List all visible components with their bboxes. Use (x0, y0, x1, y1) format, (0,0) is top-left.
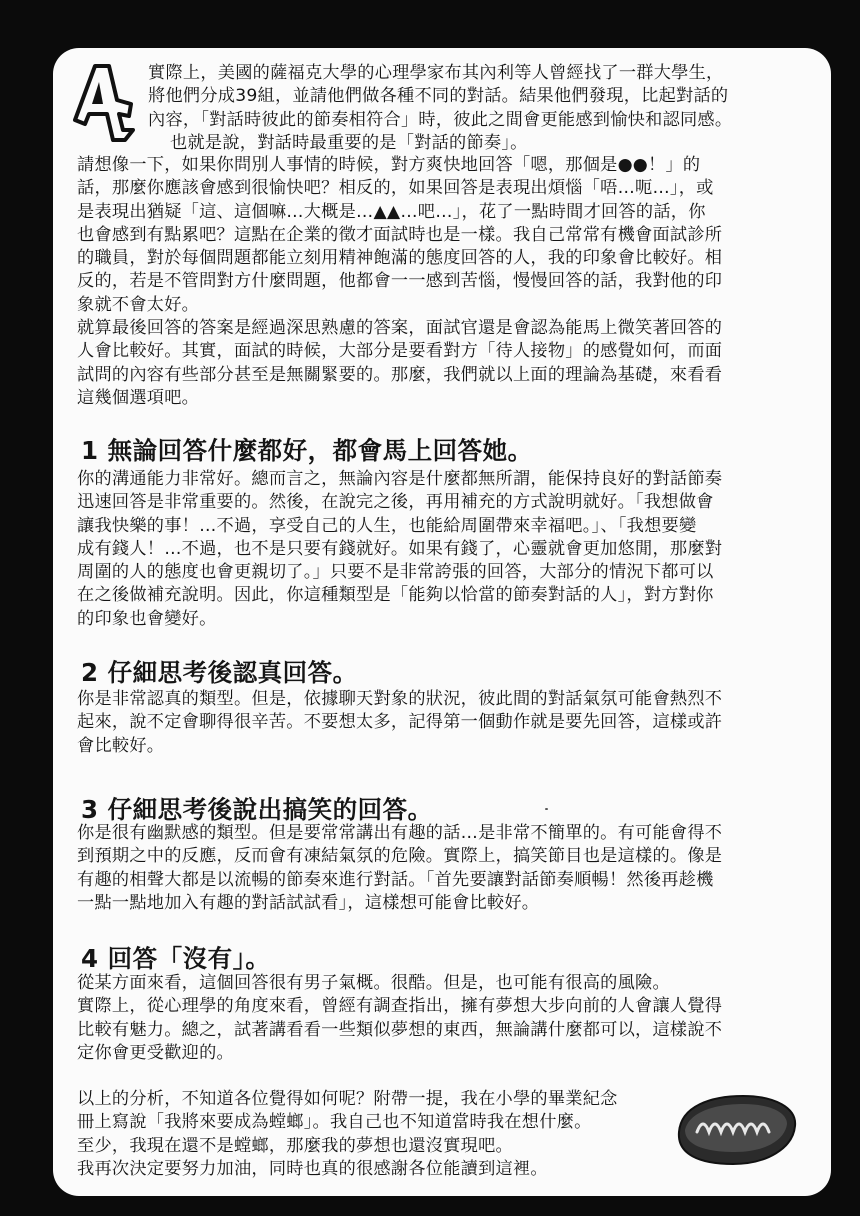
answer-a-logo-icon (61, 56, 145, 142)
intro-line: 將他們分成39組，並請他們做各種不同的對話。結果他們發現，比起對話的 (148, 86, 729, 107)
body-line: 比較有魅力。總之，試著講看看一些類似夢想的東西，無論講什麼都可以，這樣說不 (77, 1019, 723, 1040)
body-line: 象就不會太好。 (77, 294, 200, 315)
body-line: 在之後做補充說明。因此，你這種類型是「能夠以恰當的節奏對話的人」，對方對你 (77, 585, 714, 606)
body-line: 就算最後回答的答案是經過深思熟慮的答案，面試官還是會認為能馬上微笑著回答的 (77, 318, 723, 338)
option-3-body (77, 822, 722, 915)
option-1-body (77, 468, 722, 631)
option-3-heading: 3 仔細思考後說出搞笑的回答。 (81, 795, 433, 824)
body-line: 定你會更受歡迎的。 (77, 1042, 234, 1063)
intro-line: 實際上，美國的薩福克大學的心理學家布其內利等人曾經找了一群大學生， (148, 63, 724, 83)
body-line: 反的，若是不管問對方什麼問題，他都會一一感到苦惱，慢慢回答的話，我對他的印 (77, 271, 723, 292)
body-line: 一點一點地加入有趣的對話試試看」，這樣想可能會比較好。 (77, 892, 540, 913)
body-line: 話，那麼你應該會感到很愉快吧？相反的，如果回答是表現出煩惱「唔…呃…」，或 (77, 178, 714, 199)
paragraph-imagine (77, 154, 722, 317)
body-line: 的職員，對於每個問題都能立刻用精神飽滿的態度回答的人，我的印象會比較好。相 (77, 248, 723, 269)
body-line: 冊上寫說「我將來要成為螳螂」。我自己也不知道當時我在想什麼。 (77, 1112, 592, 1133)
option-4-body (77, 972, 722, 1065)
body-line: 會比較好。 (77, 735, 165, 756)
body-line: 請想像一下，如果你問別人事情的時候，對方爽快地回答「嗯，那個是●●！」的 (77, 155, 701, 175)
body-line: 你的溝通能力非常好。總而言之，無論內容是什麼都無所謂，能保持良好的對話節奏 (77, 469, 723, 489)
body-line: 你是非常認真的類型。但是，依據聊天對象的狀況，彼此間的對話氣氛可能會熱烈不 (77, 689, 723, 709)
intro-line: 也就是說，對話時最重要的是「對話的節奏」。 (170, 132, 528, 153)
body-line: 實際上，從心理學的角度來看，曾經有調查指出，擁有夢想大步向前的人會讓人覺得 (77, 996, 723, 1017)
option-2-heading: 2 仔細思考後認真回答。 (81, 658, 358, 687)
body-line: 你是很有幽默感的類型。但是要常常講出有趣的話…是非常不簡單的。有可能會得不 (77, 823, 723, 843)
body-line: 人會比較好。其實，面試的時候，大部分是要看對方「待人接物」的感覺如何，而面 (77, 341, 723, 362)
option-4-heading: 4 回答「沒有」。 (81, 944, 271, 973)
body-line: 我再次決定要努力加油，同時也真的很感謝各位能讀到這裡。 (77, 1158, 548, 1179)
intro-paragraph (148, 62, 732, 155)
body-line: 到預期之中的反應，反而會有凍結氣氛的危險。實際上，搞笑節目也是這樣的。像是 (77, 846, 723, 867)
body-line: 也會感到有點累吧？這點在企業的徵才面試時也是一樣。我自己常常有機會面試診所 (77, 224, 723, 245)
option-2-body (77, 688, 722, 758)
paragraph-interview (77, 317, 722, 410)
closing-paragraph (77, 1088, 618, 1181)
article-page (53, 48, 831, 1196)
body-line: 有趣的相聲大都是以流暢的節奏來進行對話。「首先要讓對話節奏順暢！然後再趁機 (77, 869, 714, 890)
body-line: 以上的分析，不知道各位覺得如何呢？附帶一提，我在小學的畢業紀念 (77, 1089, 618, 1109)
body-line: 起來，說不定會聊得很辛苦。不要想太多，記得第一個動作就是要先回答，這樣或許 (77, 712, 723, 733)
print-speck (545, 808, 548, 810)
body-line: 的印象也會變好。 (77, 608, 217, 629)
body-line: 這幾個選項吧。 (77, 387, 200, 408)
stone-tablet-illustration (671, 1088, 801, 1170)
body-line: 是表現出猶疑「這、這個嘛…大概是…▲▲…吧…」，花了一點時間才回答的話，你 (77, 201, 706, 222)
body-line: 迅速回答是非常重要的。然後，在說完之後，再用補充的方式說明就好。「我想做會 (77, 492, 714, 513)
body-line: 周圍的人的態度也會更親切了。」只要不是非常誇張的回答，大部分的情況下都可以 (77, 562, 714, 583)
body-line: 從某方面來看，這個回答很有男子氣概。很酷。但是，也可能有很高的風險。 (77, 973, 670, 993)
body-line: 成有錢人！…不過，也不是只要有錢就好。如果有錢了，心靈就會更加悠閒，那麼對 (77, 538, 723, 559)
body-line: 讓我快樂的事！…不過，享受自己的人生，也能給周圍帶來幸福吧。」、「我想要變 (77, 515, 697, 536)
body-line: 至少，我現在還不是螳螂，那麼我的夢想也還沒實現吧。 (77, 1135, 513, 1156)
option-1-heading: 1 無論回答什麼都好，都會馬上回答她。 (81, 436, 533, 465)
body-line: 試問的內容有些部分甚至是無關緊要的。那麼，我們就以上面的理論為基礎，來看看 (77, 364, 723, 385)
intro-line: 內容，「對話時彼此的節奏相符合」時，彼此之間會更能感到愉快和認同感。 (148, 109, 733, 130)
